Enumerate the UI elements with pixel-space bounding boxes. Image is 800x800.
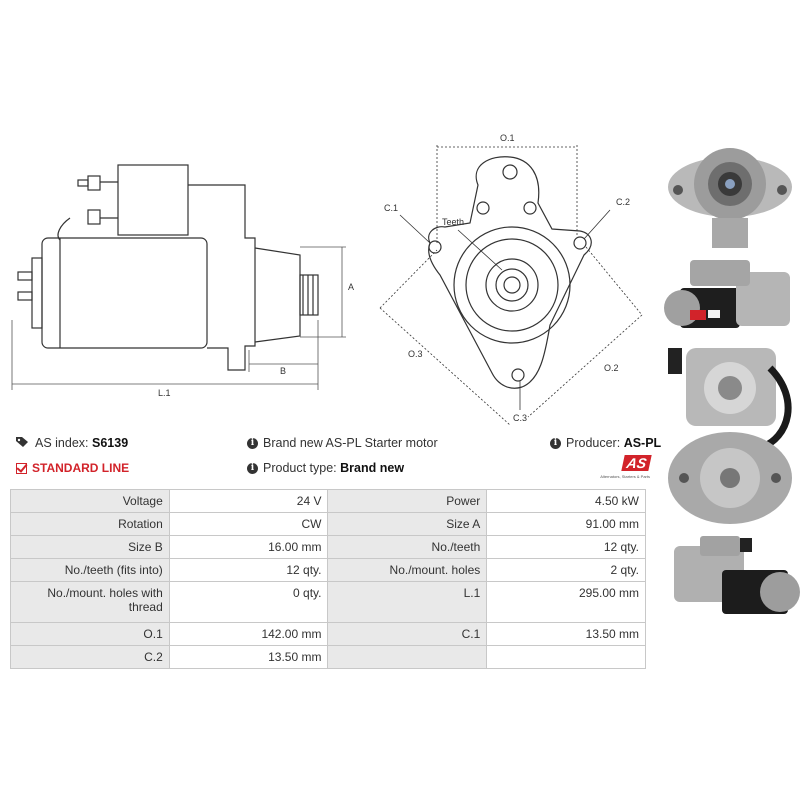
product-photo-rear[interactable] <box>660 338 800 528</box>
spec-label: No./teeth (fits into) <box>11 559 170 582</box>
as-index-row <box>16 436 128 450</box>
dim-o1-label: O.1 <box>500 133 515 143</box>
dim-b-label: B <box>280 366 287 376</box>
spec-label: C.2 <box>11 646 170 669</box>
spec-label: Power <box>328 490 487 513</box>
spec-value <box>487 646 646 669</box>
producer-row <box>550 436 661 450</box>
spec-table <box>10 489 646 669</box>
spec-value: 13.50 mm <box>169 646 328 669</box>
spec-label: No./teeth <box>328 536 487 559</box>
spec-label: Voltage <box>11 490 170 513</box>
product-photo-side[interactable] <box>660 252 800 336</box>
table-row <box>11 623 646 646</box>
spec-value: 142.00 mm <box>169 623 328 646</box>
spec-label: No./mount. holes with thread <box>11 582 170 623</box>
logo-tagline: Alternators, Starters & Parts <box>600 474 650 479</box>
info-icon: i <box>247 463 258 474</box>
dim-c3-label: C.3 <box>513 413 528 423</box>
product-type-label: Product type: <box>263 461 337 475</box>
producer-value: AS-PL <box>623 436 662 450</box>
spec-label: Rotation <box>11 513 170 536</box>
spec-value: 295.00 mm <box>487 582 646 623</box>
spec-label: L.1 <box>328 582 487 623</box>
side-view-drawing <box>0 140 370 410</box>
info-icon: i <box>550 438 561 449</box>
description-row <box>247 436 438 450</box>
table-row <box>11 490 646 513</box>
spec-value: 13.50 mm <box>487 623 646 646</box>
spec-value: CW <box>169 513 328 536</box>
as-index-label: AS index: <box>35 436 89 450</box>
product-photo-front[interactable] <box>660 132 800 252</box>
dim-o2-label: O.2 <box>604 363 619 373</box>
as-pl-logo <box>598 455 650 483</box>
spec-value: 2 qty. <box>487 559 646 582</box>
info-icon: i <box>247 438 258 449</box>
table-row <box>11 536 646 559</box>
spec-label: O.1 <box>11 623 170 646</box>
spec-label: Size A <box>328 513 487 536</box>
front-view-drawing <box>370 125 660 425</box>
logo-mark: AS <box>621 455 652 471</box>
checkbox-icon <box>16 463 27 474</box>
dim-c1-label: C.1 <box>384 203 399 213</box>
standard-line-label: STANDARD LINE <box>32 461 130 475</box>
dim-a-label: A <box>348 282 355 292</box>
spec-value: 0 qty. <box>169 582 328 623</box>
table-row <box>11 646 646 669</box>
table-row <box>11 559 646 582</box>
spec-value: 91.00 mm <box>487 513 646 536</box>
table-row <box>11 582 646 623</box>
standard-line-row <box>16 461 129 475</box>
spec-value: 16.00 mm <box>169 536 328 559</box>
spec-value: 12 qty. <box>169 559 328 582</box>
teeth-label: Teeth <box>442 217 465 227</box>
spec-label: No./mount. holes <box>328 559 487 582</box>
spec-label: C.1 <box>328 623 487 646</box>
dim-o3-label: O.3 <box>408 349 423 359</box>
dim-l1-label: L.1 <box>158 388 171 398</box>
spec-label <box>328 646 487 669</box>
product-photo-angle[interactable] <box>660 530 800 626</box>
dim-c2-label: C.2 <box>616 197 631 207</box>
spec-value: 24 V <box>169 490 328 513</box>
tag-icon <box>16 436 30 450</box>
as-index-value: S6139 <box>92 436 129 450</box>
spec-value: 4.50 kW <box>487 490 646 513</box>
spec-label: Size B <box>11 536 170 559</box>
spec-value: 12 qty. <box>487 536 646 559</box>
product-type-value: Brand new <box>340 461 405 475</box>
product-type-row <box>247 461 404 475</box>
description-text: Brand new AS-PL Starter motor <box>263 436 438 450</box>
producer-label: Producer: <box>566 436 621 450</box>
table-row <box>11 513 646 536</box>
